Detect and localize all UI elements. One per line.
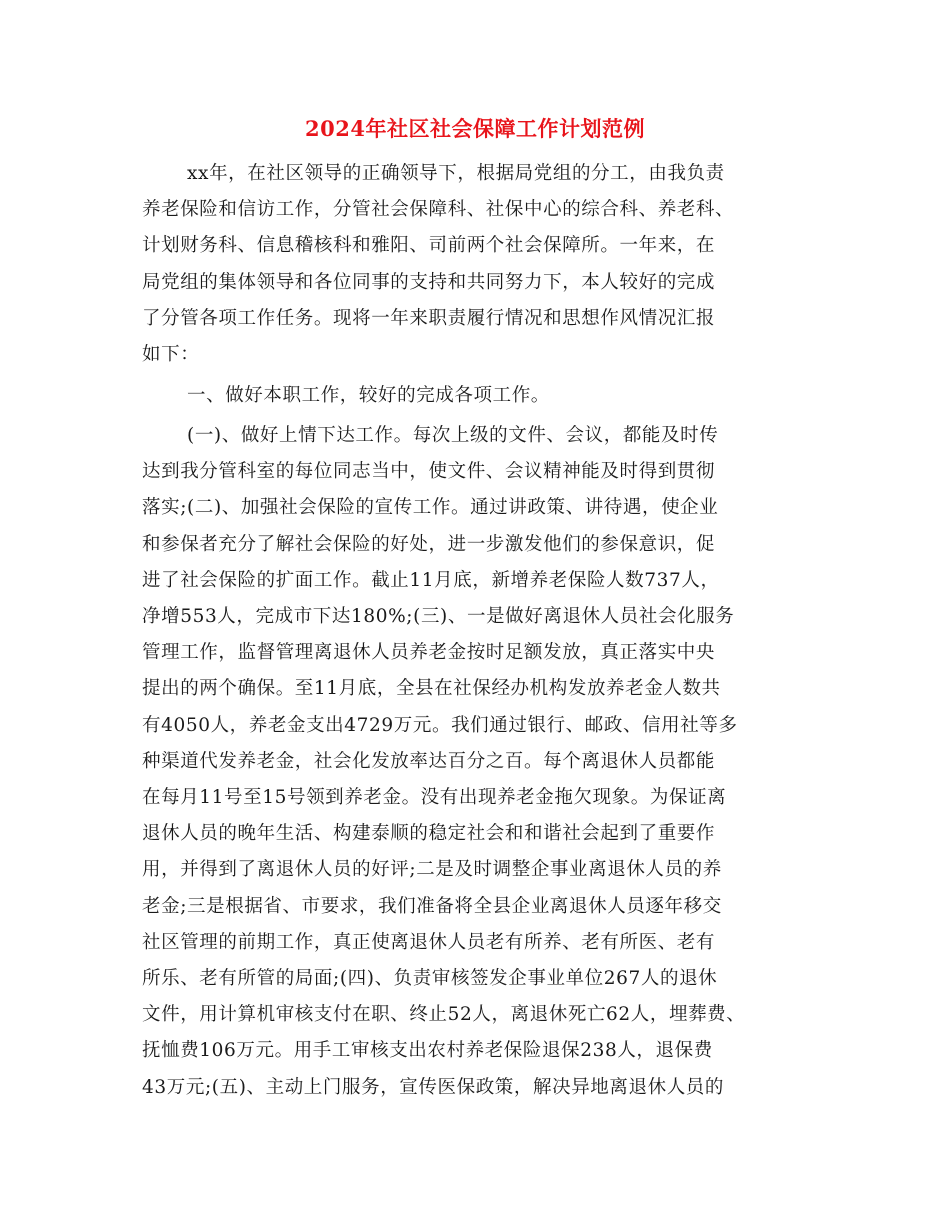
paragraph-line: 了分管各项工作任务。现将一年来职责履行情况和思想作风情况汇报 [142,308,716,329]
paragraph-line: 所乐、老有所管的局面;(四)、负责审核签发企事业单位267人的退休 [142,968,718,989]
paragraph-line: 达到我分管科室的每位同志当中，使文件、会议精神能及时得到贯彻 [142,461,716,482]
paragraph-line: 社区管理的前期工作，真正使离退休人员老有所养、老有所医、老有 [142,932,716,953]
paragraph-line: 管理工作，监督管理离退休人员养老金按时足额发放，真正落实中央 [142,642,716,663]
paragraph-line: 计划财务科、信息稽核科和雅阳、司前两个社会保障所。一年来，在 [142,235,716,256]
paragraph-line: 净增553人，完成市下达180%;(三)、一是做好离退休人员社会化服务 [142,606,735,627]
paragraph-line: 有4050人，养老金支出4729万元。我们通过银行、邮政、信用社等多 [142,715,738,736]
paragraph-line: 文件，用计算机审核支付在职、终止52人，离退休死亡62人，埋葬费、 [142,1004,746,1025]
paragraph-line: 老金;三是根据省、市要求，我们准备将全县企业离退休人员逐年移交 [142,896,722,917]
document-title: 2024年社区社会保障工作计划范例 [305,116,645,141]
paragraph-line: 落实;(二)、加强社会保险的宣传工作。通过讲政策、讲待遇，使企业 [142,497,719,518]
paragraph-line: 43万元;(五)、主动上门服务，宣传医保政策，解决异地离退休人员的 [142,1077,725,1098]
paragraph-line: 如下： [142,344,200,365]
paragraph-line: 用，并得到了离退休人员的好评;二是及时调整企事业离退休人员的养 [142,859,722,880]
paragraph-line: 和参保者充分了解社会保险的好处，进一步激发他们的参保意识，促 [142,534,716,555]
paragraph-line: 抚恤费106万元。用手工审核支出农村养老保险退保238人，退保费 [142,1040,713,1061]
paragraph-line: 退休人员的晚年生活、构建泰顺的稳定社会和和谐社会起到了重要作 [142,823,716,844]
paragraph-line: 一、做好本职工作，较好的完成各项工作。 [187,385,550,406]
paragraph-line: 养老保险和信访工作，分管社会保障科、社保中心的综合科、养老科、 [142,199,735,220]
paragraph-line: 提出的两个确保。至11月底，全县在社保经办机构发放养老金人数共 [142,678,721,699]
paragraph-line: 在每月11号至15号领到养老金。没有出现养老金拖欠现象。为保证离 [142,787,727,808]
paragraph-line: 种渠道代发养老金，社会化发放率达百分之百。每个离退休人员都能 [142,751,716,772]
paragraph-line: 局党组的集体领导和各位同事的支持和共同努力下，本人较好的完成 [142,272,716,293]
paragraph-line: xx年，在社区领导的正确领导下，根据局党组的分工，由我负责 [187,163,725,184]
paragraph-line: (一)、做好上情下达工作。每次上级的文件、会议，都能及时传 [187,425,719,446]
paragraph-line: 进了社会保险的扩面工作。截止11月底，新增养老保险人数737人， [142,570,720,591]
